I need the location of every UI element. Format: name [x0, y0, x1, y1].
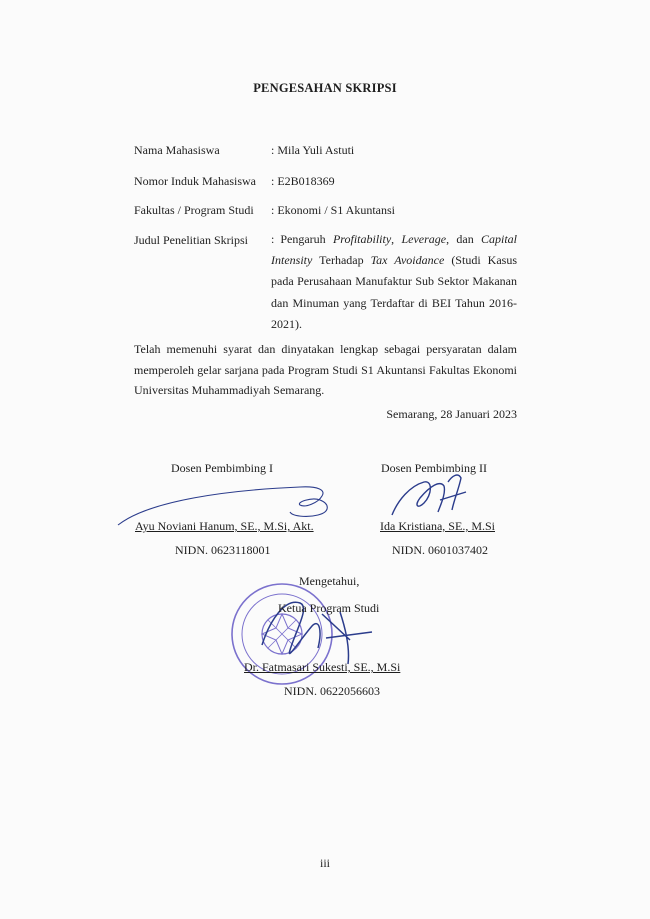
nama-value: : Mila Yuli Astuti: [271, 143, 355, 157]
judul-italic-leverage: Leverage: [401, 232, 447, 246]
pembimbing2-role: Dosen Pembimbing II: [381, 461, 487, 475]
page-number: iii: [319, 856, 330, 870]
judul-colon: :: [271, 232, 275, 246]
pembimbing2-nidn: NIDN. 0601037402: [392, 543, 488, 557]
nim-label: Nomor Induk Mahasiswa: [134, 174, 256, 188]
nim-value: : E2B018369: [271, 174, 335, 188]
kaprodi-role: Ketua Program Studi: [278, 601, 380, 615]
pembimbing1-nidn: NIDN. 0623118001: [175, 543, 271, 557]
fakultas-label: Fakultas / Program Studi: [134, 203, 254, 217]
page-title: PENGESAHAN SKRIPSI: [253, 81, 397, 95]
kaprodi-nidn: NIDN. 0622056603: [284, 684, 380, 698]
signature-pembimbing2: [392, 475, 466, 515]
judul-italic-profitability: Profitability: [332, 232, 392, 246]
judul-text-4: Terhadap: [312, 253, 371, 268]
pembimbing1-name: Ayu Noviani Hanum, SE., M.Si, Akt.: [135, 519, 314, 533]
signing-date: Semarang, 28 Januari 2023: [386, 407, 517, 421]
mengetahui-label: Mengetahui,: [299, 574, 360, 588]
kaprodi-name: Dr. Fatmasari Sukesti, SE., M.Si: [244, 660, 401, 674]
pembimbing2-name: Ida Kristiana, SE., M.Si: [380, 519, 495, 533]
judul-italic-capital-intensity: Capital Intensity: [271, 232, 518, 268]
judul-label: Judul Penelitian Skripsi: [134, 233, 248, 247]
judul-text-5: (Studi Kasus pada Perusahaan Manufaktur Sub Sektor Makanan dan Minuman yang Terdaftar di BEI Tahun 2016-2021).: [271, 253, 517, 331]
approval-statement: Telah memenuhi syarat dan dinyatakan lengkap sebagai persyaratan dalam memperoleh gelar sarjana pada Program Studi S1 Akuntansi Fakultas Ekonomi Universitas Muhammadiyah Semarang.: [134, 342, 517, 397]
judul-text-1: Pengaruh: [280, 232, 333, 246]
judul-value: [271, 229, 517, 335]
fakultas-value: : Ekonomi / S1 Akuntansi: [271, 203, 396, 217]
judul-italic-tax-avoidance: Tax Avoidance: [370, 253, 445, 268]
judul-text-2: ,: [391, 232, 402, 246]
judul-text-3: , dan: [446, 232, 481, 246]
pembimbing1-role: Dosen Pembimbing I: [171, 461, 273, 475]
nama-label: Nama Mahasiswa: [134, 143, 220, 157]
